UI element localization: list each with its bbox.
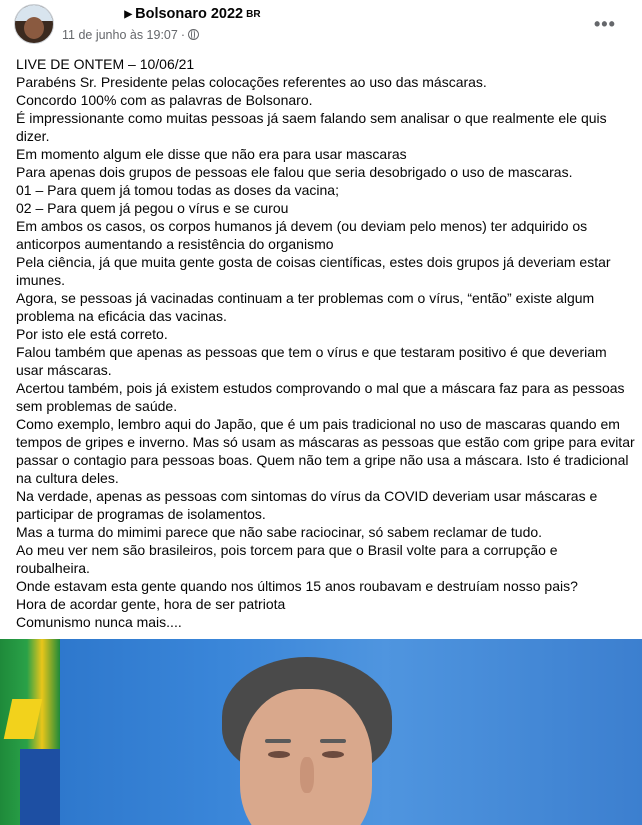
flag-blue-shape (20, 749, 60, 825)
post-line: Para apenas dois grupos de pessoas ele falou que seria desobrigado o uso de mascaras. (16, 164, 573, 180)
author-avatar[interactable] (14, 4, 54, 44)
post-line: Por isto ele está correto. (16, 326, 168, 342)
post-line: anticorpos aumentando a resistência do organismo (16, 236, 334, 252)
post-line: 02 – Para quem já pegou o vírus e se curou (16, 200, 289, 216)
post-line: Em momento algum ele disse que não era para usar mascaras (16, 146, 407, 162)
post-line: LIVE DE ONTEM – 10/06/21 (16, 56, 195, 72)
post-line: Hora de acordar gente, hora de ser patriota (16, 596, 286, 612)
more-options-button[interactable]: ••• (594, 14, 616, 34)
post-line: Acertou também, pois já existem estudos comprovando o mal que a máscara faz para as pessoas (16, 380, 625, 396)
post-line: Ao meu ver nem são brasileiros, pois torcem para que o Brasil volte para a corrupção e (16, 542, 558, 558)
post-line: Mas a turma do mimimi parece que não sabe raciocinar, só sabem reclamar de tudo. (16, 524, 543, 540)
post-meta: 11 de junho às 19:07 · (62, 28, 199, 42)
post-line: dizer. (16, 128, 50, 144)
post-line: Falou também que apenas as pessoas que tem o vírus e que testaram positivo é que deveriam (16, 344, 607, 360)
group-name[interactable]: Bolsonaro 2022 (135, 6, 244, 22)
post-line: sem problemas de saúde. (16, 398, 178, 414)
globe-icon (188, 29, 199, 40)
post-line: Na verdade, apenas as pessoas com sintomas do vírus da COVID deveriam usar máscaras e (16, 488, 598, 504)
post-line: Agora, se pessoas já vacinadas continuam a ter problemas com o vírus, “então” existe algum (16, 290, 595, 306)
post-line: na cultura deles. (16, 470, 119, 486)
post-line: imunes. (16, 272, 66, 288)
eye (268, 751, 290, 758)
nose (300, 757, 314, 793)
timestamp[interactable]: 11 de junho às 19:07 (62, 28, 178, 42)
post-line: Pela ciência, já que muita gente gosta de coisas científicas, estes dois grupos já deveriam estar (16, 254, 611, 270)
post-line: Parabéns Sr. Presidente pelas colocações referentes ao uso das máscaras. (16, 74, 487, 90)
post-line: passar o contagio para pessoas boas. Quem não tem a gripe não usa a máscara. Isto é tradicional (16, 452, 629, 468)
brow (265, 739, 291, 743)
post-line: Como exemplo, lembro aqui do Japão, que é um pais tradicional no uso de mascaras quando em (16, 416, 620, 432)
post-line: problema na eficácia das vacinas. (16, 308, 227, 324)
flag-badge: BR (246, 9, 261, 20)
brow (320, 739, 346, 743)
post-line: usar máscaras. (16, 362, 112, 378)
post-line: Em ambos os casos, os corpos humanos já devem (ou deviam pelo menos) ter adquirido os (16, 218, 588, 234)
eye (322, 751, 344, 758)
post-line: 01 – Para quem já tomou todas as doses da vacina; (16, 182, 339, 198)
caret-right-icon: ▶ (124, 9, 133, 20)
post-line: participar de programas de isolamentos. (16, 506, 266, 522)
post-header (62, 6, 261, 22)
post-line: tempos de gripes e inverno. Mas só usam as máscaras as pessoas que estão com gripe para evitar (16, 434, 635, 450)
post-line: Onde estavam esta gente quando nos últimos 15 anos roubavam e destruíam nosso pais? (16, 578, 578, 594)
post-line: Concordo 100% com as palavras de Bolsonaro. (16, 92, 313, 108)
post-line: Comunismo nunca mais.... (16, 614, 182, 630)
post-photo[interactable] (0, 639, 642, 825)
post-line: É impressionante como muitas pessoas já saem falando sem analisar o que realmente ele quis (16, 110, 607, 126)
post-text (16, 55, 635, 631)
post-line: roubalheira. (16, 560, 90, 576)
